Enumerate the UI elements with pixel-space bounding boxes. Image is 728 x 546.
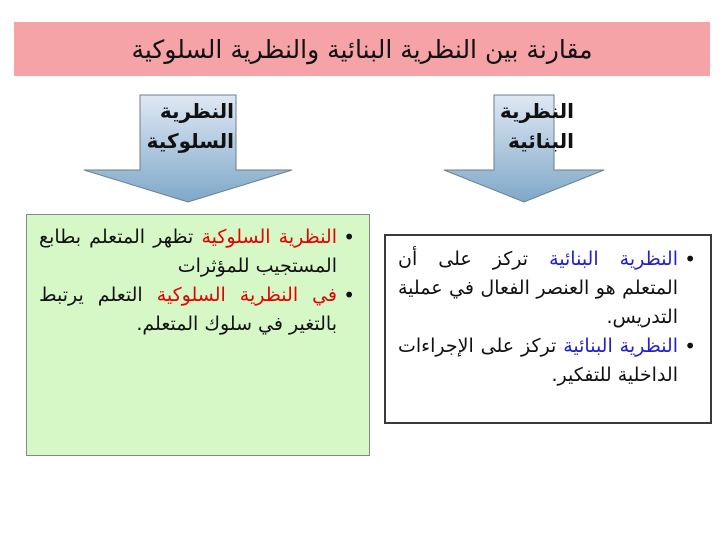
page-title: مقارنة بين النظرية البنائية والنظرية السلوكية — [131, 34, 593, 64]
constructivist-arrow-label — [500, 96, 574, 156]
behaviorist-label-line2: السلوكية — [146, 129, 234, 153]
behaviorist-box — [26, 214, 370, 456]
behaviorist-point-2-text: التعلم يرتبط بالتغير في سلوك المتعلم. — [39, 284, 337, 335]
behaviorist-arrow-label — [140, 96, 234, 156]
constructivist-label-line1: النظرية — [499, 99, 574, 123]
behaviorist-point-2 — [39, 281, 337, 339]
behaviorist-point-1-text: تظهر المتعلم بطابع المستجيب للمؤثرات — [39, 226, 337, 277]
constructivist-points — [398, 245, 700, 390]
title-banner — [14, 22, 710, 76]
constructivist-point-1 — [398, 245, 678, 332]
constructivist-label-line2: البنائية — [507, 129, 574, 153]
behaviorist-points — [39, 223, 359, 339]
behaviorist-point-2-highlight: في النظرية السلوكية — [156, 284, 337, 306]
constructivist-point-2-text: تركز على الإجراءات الداخلية للتفكير. — [398, 335, 678, 386]
constructivist-point-1-highlight: النظرية البنائية — [549, 248, 678, 270]
constructivist-point-2-highlight: النظرية البنائية — [563, 335, 679, 357]
behaviorist-label-line1: النظرية — [159, 99, 234, 123]
behaviorist-point-1-highlight: النظرية السلوكية — [201, 226, 337, 248]
constructivist-point-2 — [398, 332, 678, 390]
constructivist-point-1-text: تركز على أن المتعلم هو العنصر الفعال في عملية التدريس. — [398, 248, 678, 328]
behaviorist-point-1 — [39, 223, 337, 281]
constructivist-box — [384, 234, 712, 424]
